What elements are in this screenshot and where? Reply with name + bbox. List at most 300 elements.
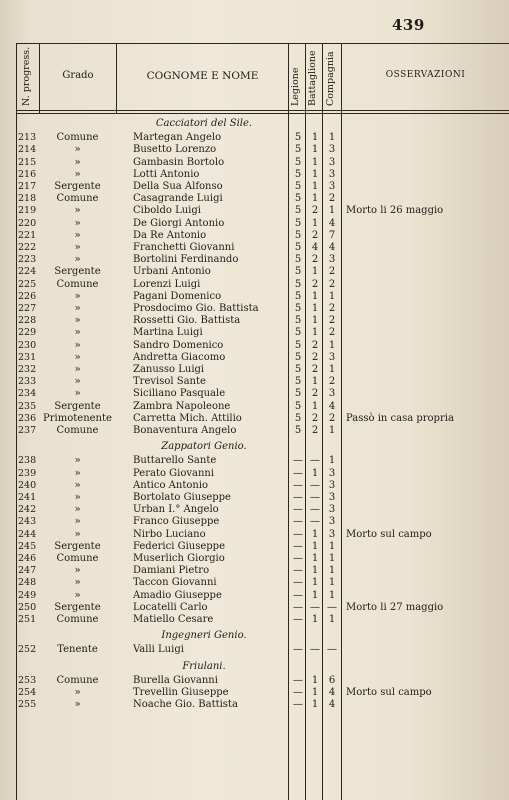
row-company: 1 — [328, 364, 336, 375]
row-name: Nirbo Luciano — [133, 528, 206, 540]
row-grade: » — [74, 455, 81, 467]
row-name: Muserlich Giorgio — [133, 553, 225, 564]
row-legion: 5 — [294, 144, 302, 156]
row-number: 249 — [18, 589, 37, 601]
table-row — [0, 687, 509, 699]
row-battalion: 1 — [311, 168, 319, 180]
row-battalion: 2 — [311, 388, 319, 400]
row-grade: Sergente — [54, 181, 101, 192]
row-name: Rossetti Gio. Battista — [133, 315, 241, 327]
row-legion: — — [293, 644, 303, 656]
row-number: 229 — [18, 327, 37, 339]
row-remark: Morto li 26 maggio — [346, 205, 444, 217]
row-name: Martegan Angelo — [133, 132, 222, 144]
row-company: 3 — [328, 156, 336, 168]
row-battalion: 1 — [311, 217, 319, 229]
row-number: 224 — [18, 266, 37, 278]
row-grade: » — [74, 168, 81, 180]
row-legion: — — [293, 699, 303, 711]
row-number: 218 — [18, 193, 37, 205]
row-company: 3 — [328, 504, 336, 516]
row-battalion: 2 — [311, 278, 319, 290]
row-battalion: 2 — [311, 412, 319, 424]
row-grade: » — [74, 217, 81, 229]
table-row — [0, 303, 509, 315]
row-name: Perato Giovanni — [133, 467, 215, 479]
row-name: Lorenzi Luigi — [133, 278, 201, 290]
row-name: Busetto Lorenzo — [133, 144, 217, 156]
row-legion: 5 — [294, 132, 302, 144]
row-company: 3 — [328, 181, 336, 192]
row-legion: 5 — [294, 364, 302, 375]
row-company: 2 — [328, 303, 336, 314]
row-grade: » — [74, 290, 81, 302]
table-row — [0, 577, 509, 589]
row-grade: Comune — [56, 278, 99, 290]
row-legion: 5 — [294, 229, 302, 241]
header-name: COGNOME E NOME — [146, 70, 259, 82]
row-name: Da Re Antonio — [133, 229, 207, 241]
row-legion: — — [293, 687, 303, 698]
row-number: 216 — [18, 168, 37, 180]
table-row — [0, 699, 509, 711]
row-name: Damiani Pietro — [133, 565, 210, 577]
row-legion: — — [293, 540, 303, 552]
table-row — [0, 230, 509, 242]
row-grade: Comune — [56, 674, 99, 686]
section-title: Cacciatori del Sile. — [155, 118, 253, 129]
row-number: 254 — [18, 687, 37, 698]
row-name: Trevisol Sante — [133, 376, 206, 388]
row-grade: » — [74, 229, 81, 241]
row-company: 3 — [328, 492, 336, 503]
table-row — [0, 218, 509, 230]
row-name: Antico Antonio — [133, 479, 209, 491]
row-name: Casagrande Luigi — [133, 193, 223, 205]
row-company: 1 — [328, 540, 336, 552]
table-row — [0, 553, 509, 565]
row-company: 3 — [328, 144, 336, 156]
row-legion: — — [293, 553, 303, 564]
row-battalion: — — [310, 644, 320, 656]
page-number: 439 — [392, 16, 425, 34]
row-name: Carretta Mich. Attilio — [133, 412, 242, 424]
row-battalion: 1 — [311, 565, 319, 577]
row-grade: Tenente — [57, 644, 98, 656]
table-row — [0, 565, 509, 577]
row-company: 3 — [328, 254, 336, 266]
row-number: 237 — [18, 425, 37, 436]
table-row — [0, 614, 509, 626]
row-company: 2 — [328, 278, 336, 290]
table-row — [0, 169, 509, 181]
row-grade: » — [74, 205, 81, 217]
row-number: 222 — [18, 242, 37, 253]
row-name: Gambasin Bortolo — [133, 156, 225, 168]
row-remark: Morto sul campo — [346, 528, 432, 540]
table-row — [0, 266, 509, 278]
section-heading — [0, 661, 509, 673]
header-grade: Grado — [62, 70, 94, 81]
row-legion: 5 — [294, 290, 302, 302]
table-row — [0, 157, 509, 169]
row-legion: 5 — [294, 266, 302, 278]
row-grade: » — [74, 303, 81, 314]
row-battalion: 2 — [311, 351, 319, 363]
row-legion: — — [293, 614, 303, 625]
row-company: — — [327, 601, 337, 613]
row-number: 244 — [18, 528, 37, 540]
row-name: Bortolato Giuseppe — [133, 492, 231, 503]
row-grade: » — [74, 388, 81, 400]
table-row — [0, 492, 509, 504]
section-title: Zappatori Genio. — [161, 441, 247, 453]
row-name: Martina Luigi — [133, 327, 203, 339]
row-grade: Sergente — [54, 266, 101, 278]
row-grade: » — [74, 479, 81, 491]
row-battalion: 2 — [311, 339, 319, 351]
row-battalion: 1 — [311, 376, 319, 388]
row-grade: » — [74, 528, 81, 540]
row-legion: 5 — [294, 425, 302, 436]
row-grade: Sergente — [54, 400, 101, 412]
row-number: 227 — [18, 303, 37, 314]
section-title: Ingegneri Genio. — [161, 630, 247, 642]
section-heading — [0, 630, 509, 642]
row-number: 247 — [18, 565, 37, 577]
table-row — [0, 254, 509, 266]
header-remarks: OSSERVAZIONI — [385, 70, 466, 80]
row-battalion: — — [310, 504, 320, 516]
row-name: Prosdocimo Gio. Battista — [133, 303, 259, 314]
row-company: 2 — [328, 193, 336, 205]
row-company: 6 — [328, 674, 336, 686]
row-name: Lotti Antonio — [133, 168, 200, 180]
row-legion: 5 — [294, 327, 302, 339]
row-grade: » — [74, 315, 81, 327]
row-company: 1 — [328, 339, 336, 351]
row-number: 252 — [18, 644, 37, 656]
table-row — [0, 279, 509, 291]
row-battalion: 1 — [311, 400, 319, 412]
row-name: Franchetti Giovanni — [133, 242, 235, 253]
table-row — [0, 132, 509, 144]
table-row — [0, 315, 509, 327]
row-legion: 5 — [294, 205, 302, 217]
row-legion: — — [293, 479, 303, 491]
row-grade: » — [74, 565, 81, 577]
row-number: 242 — [18, 504, 37, 516]
row-battalion: 1 — [311, 303, 319, 314]
row-name: Zanusso Luigi — [133, 364, 205, 375]
row-number: 228 — [18, 315, 37, 327]
row-battalion: 1 — [311, 674, 319, 686]
row-legion: 5 — [294, 217, 302, 229]
row-name: Noache Gio. Battista — [133, 699, 238, 711]
row-name: Bonaventura Angelo — [133, 425, 237, 436]
row-legion: 5 — [294, 376, 302, 388]
row-number: 231 — [18, 351, 37, 363]
row-name: Urbani Antonio — [133, 266, 211, 278]
section-heading — [0, 118, 509, 130]
row-number: 238 — [18, 455, 37, 467]
row-company: 2 — [328, 266, 336, 278]
row-grade: » — [74, 699, 81, 711]
row-battalion: — — [310, 479, 320, 491]
table-row — [0, 327, 509, 339]
row-battalion: 1 — [311, 614, 319, 625]
row-legion: — — [293, 674, 303, 686]
row-legion: — — [293, 601, 303, 613]
row-battalion: 2 — [311, 205, 319, 217]
row-legion: 5 — [294, 303, 302, 314]
header-company: Compagnia — [325, 51, 336, 106]
row-legion: 5 — [294, 242, 302, 253]
row-name: Buttarello Sante — [133, 455, 217, 467]
row-grade: » — [74, 339, 81, 351]
row-grade: » — [74, 589, 81, 601]
row-name: Pagani Domenico — [133, 290, 222, 302]
row-legion: 5 — [294, 168, 302, 180]
header-legion: Legione — [290, 67, 301, 106]
row-battalion: 4 — [311, 242, 319, 253]
table-row — [0, 602, 509, 614]
row-company: 1 — [328, 577, 336, 589]
row-legion: — — [293, 492, 303, 503]
table-row — [0, 242, 509, 254]
row-company: 2 — [328, 376, 336, 388]
row-grade: » — [74, 156, 81, 168]
table-row — [0, 644, 509, 656]
row-grade: » — [74, 687, 81, 698]
row-legion: — — [293, 455, 303, 467]
row-number: 248 — [18, 577, 37, 589]
row-name: Trevellin Giuseppe — [133, 687, 229, 698]
row-grade: » — [74, 254, 81, 266]
row-name: Locatelli Carlo — [133, 601, 208, 613]
row-company: 2 — [328, 327, 336, 339]
row-legion: 5 — [294, 181, 302, 192]
row-company: 1 — [328, 425, 336, 436]
row-number: 235 — [18, 400, 37, 412]
row-number: 253 — [18, 674, 37, 686]
row-legion: 5 — [294, 412, 302, 424]
table-row — [0, 352, 509, 364]
row-name: Burella Giovanni — [133, 674, 218, 686]
row-name: Franco Giuseppe — [133, 516, 220, 528]
row-company: 3 — [328, 516, 336, 528]
row-name: Bortolini Ferdinando — [133, 254, 239, 266]
table-row — [0, 516, 509, 528]
row-battalion: 1 — [311, 699, 319, 711]
row-number: 236 — [18, 412, 37, 424]
header-num: N. progress. — [21, 46, 32, 106]
row-grade: » — [74, 242, 81, 253]
row-battalion: 1 — [311, 577, 319, 589]
row-name: Taccon Giovanni — [133, 577, 217, 589]
table-row — [0, 541, 509, 553]
row-battalion: 1 — [311, 266, 319, 278]
row-battalion: 1 — [311, 687, 319, 698]
row-battalion: 1 — [311, 467, 319, 479]
table-row — [0, 144, 509, 156]
row-battalion: — — [310, 492, 320, 503]
row-name: Federici Giuseppe — [133, 540, 225, 552]
row-legion: 5 — [294, 315, 302, 327]
row-grade: Comune — [56, 132, 99, 144]
table-row — [0, 590, 509, 602]
row-name: Siciliano Pasquale — [133, 388, 226, 400]
row-company: 1 — [328, 565, 336, 577]
row-number: 214 — [18, 144, 37, 156]
row-number: 221 — [18, 229, 37, 241]
row-company: 7 — [328, 229, 336, 241]
row-legion: 5 — [294, 339, 302, 351]
row-legion: — — [293, 516, 303, 528]
row-grade: Sergente — [54, 540, 101, 552]
table-row — [0, 291, 509, 303]
row-battalion: 2 — [311, 254, 319, 266]
row-number: 234 — [18, 388, 37, 400]
table-row — [0, 425, 509, 437]
row-legion: — — [293, 577, 303, 589]
row-battalion: 1 — [311, 589, 319, 601]
row-grade: Comune — [56, 193, 99, 205]
row-legion: 5 — [294, 193, 302, 205]
row-number: 239 — [18, 467, 37, 479]
row-battalion: 1 — [311, 540, 319, 552]
row-number: 241 — [18, 492, 37, 503]
row-company: 3 — [328, 388, 336, 400]
row-legion: 5 — [294, 156, 302, 168]
row-number: 225 — [18, 278, 37, 290]
row-name: Amadio Giuseppe — [133, 589, 222, 601]
row-number: 240 — [18, 479, 37, 491]
table-row — [0, 401, 509, 413]
row-battalion: 1 — [311, 290, 319, 302]
row-company: 3 — [328, 479, 336, 491]
table-row — [0, 205, 509, 217]
row-battalion: 1 — [311, 156, 319, 168]
row-battalion: 2 — [311, 364, 319, 375]
row-legion: 5 — [294, 388, 302, 400]
table-row — [0, 364, 509, 376]
row-grade: » — [74, 351, 81, 363]
row-remark: Passò in casa propria — [346, 412, 454, 424]
row-number: 223 — [18, 254, 37, 266]
row-grade: » — [74, 516, 81, 528]
row-number: 251 — [18, 614, 37, 625]
section-heading — [0, 441, 509, 453]
row-number: 226 — [18, 290, 37, 302]
row-legion: — — [293, 528, 303, 540]
row-company: 1 — [328, 205, 336, 217]
table-row — [0, 413, 509, 425]
row-number: 230 — [18, 339, 37, 351]
row-grade: » — [74, 376, 81, 388]
row-battalion: — — [310, 516, 320, 528]
row-company: 4 — [328, 242, 336, 253]
row-grade: Sergente — [54, 601, 101, 613]
row-company: 3 — [328, 351, 336, 363]
row-legion: — — [293, 589, 303, 601]
row-number: 220 — [18, 217, 37, 229]
row-name: Zambra Napoleone — [133, 400, 231, 412]
row-number: 219 — [18, 205, 37, 217]
row-company: 1 — [328, 589, 336, 601]
row-number: 246 — [18, 553, 37, 564]
row-legion: — — [293, 467, 303, 479]
row-number: 233 — [18, 376, 37, 388]
section-title: Friulani. — [182, 660, 226, 672]
row-name: Matiello Cesare — [133, 614, 214, 625]
table-row — [0, 529, 509, 541]
row-number: 255 — [18, 699, 37, 711]
table-row — [0, 181, 509, 193]
row-grade: » — [74, 364, 81, 375]
row-name: De Giorgi Antonio — [133, 217, 225, 229]
row-battalion: 1 — [311, 327, 319, 339]
row-battalion: 1 — [311, 181, 319, 192]
row-company: 4 — [328, 687, 336, 698]
row-battalion: 1 — [311, 132, 319, 144]
row-company: 1 — [328, 290, 336, 302]
row-grade: Primotenente — [43, 412, 112, 424]
row-grade: » — [74, 467, 81, 479]
row-legion: — — [293, 565, 303, 577]
row-remark: Morto sul campo — [346, 687, 432, 698]
row-company: 1 — [328, 455, 336, 467]
row-company: 4 — [328, 217, 336, 229]
row-company: — — [327, 644, 337, 656]
table-row — [0, 340, 509, 352]
row-number: 245 — [18, 540, 37, 552]
row-number: 232 — [18, 364, 37, 375]
row-number: 215 — [18, 156, 37, 168]
row-battalion: 1 — [311, 193, 319, 205]
row-number: 243 — [18, 516, 37, 528]
row-name: Valli Luigi — [133, 644, 184, 656]
row-company: 2 — [328, 315, 336, 327]
row-remark: Morto li 27 maggio — [346, 601, 444, 613]
row-battalion: — — [310, 601, 320, 613]
row-legion: 5 — [294, 351, 302, 363]
table-row — [0, 480, 509, 492]
row-battalion: 1 — [311, 144, 319, 156]
row-grade: » — [74, 492, 81, 503]
row-grade: Comune — [56, 614, 99, 625]
row-legion: 5 — [294, 254, 302, 266]
row-battalion: 2 — [311, 229, 319, 241]
row-company: 1 — [328, 132, 336, 144]
row-battalion: 1 — [311, 553, 319, 564]
row-number: 250 — [18, 601, 37, 613]
row-legion: — — [293, 504, 303, 516]
row-company: 1 — [328, 553, 336, 564]
row-number: 213 — [18, 132, 37, 144]
row-name: Della Sua Alfonso — [133, 181, 223, 192]
row-number: 217 — [18, 181, 37, 192]
header-battalion: Battaglione — [307, 50, 318, 106]
row-company: 3 — [328, 168, 336, 180]
row-battalion: — — [310, 455, 320, 467]
row-grade: Comune — [56, 553, 99, 564]
table-row — [0, 455, 509, 467]
row-battalion: 1 — [311, 528, 319, 540]
row-company: 1 — [328, 614, 336, 625]
row-company: 2 — [328, 412, 336, 424]
row-company: 4 — [328, 400, 336, 412]
